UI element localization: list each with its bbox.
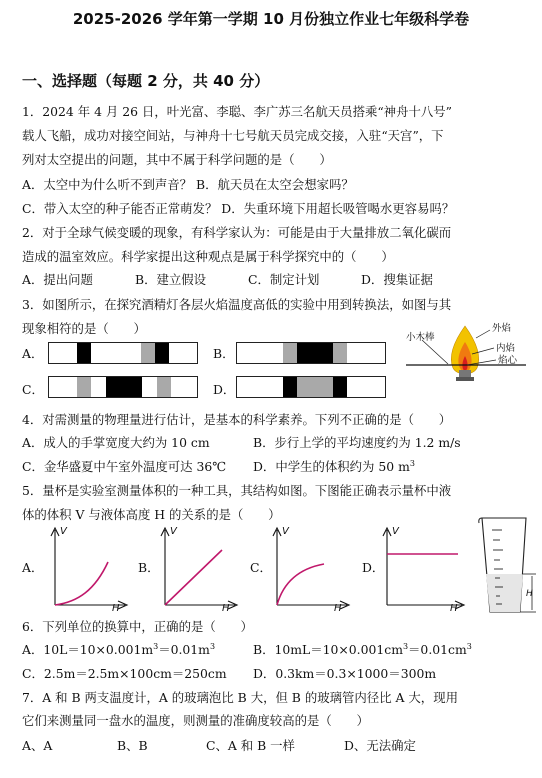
- inner-flame-label: 内焰: [496, 343, 516, 354]
- q3-line-2: 现象相符的是（ ）: [22, 321, 146, 336]
- q3-strip-a: [48, 342, 198, 364]
- outer-flame-label: 外焰: [492, 323, 512, 334]
- q7-line-2: 它们来测量同一盘水的温度，则测量的准确度较高的是（ ）: [22, 713, 369, 728]
- q6-option-b: B．$10mL=10\times 0.001cm^3=0.01cm^3$: [253, 642, 472, 657]
- q6-option-d: D．0.3km＝0.3×1000＝300m: [253, 666, 437, 681]
- flame-figure: [400, 318, 540, 398]
- q3-label-b: B．: [213, 346, 235, 361]
- svg-text:H: H: [112, 603, 120, 612]
- q1-line-3: 列对太空提出的问题，其中不属于科学问题的是（ ）: [22, 152, 332, 167]
- q5-graph-b: [150, 520, 240, 612]
- q4-option-b: B．步行上学的平均速度约为 1.2 m/s: [253, 435, 461, 450]
- q7-option-b: B、B: [117, 738, 148, 753]
- q3-label-c: C．: [22, 382, 44, 397]
- q5-graph-c: [262, 520, 352, 612]
- q5-label-d: D．: [362, 560, 385, 575]
- q5-graph-d: [372, 520, 472, 612]
- q1-options-cd: C．带入太空的种子能否正常萌发？ D．失重环境下用超长吸管喝水更容易吗？: [22, 201, 455, 216]
- q2-line-2: 造成的温室效应。科学家提出这种观点是属于科学探究中的（ ）: [22, 249, 394, 264]
- svg-text:H: H: [222, 603, 230, 612]
- svg-text:V: V: [392, 526, 399, 537]
- q2-option-c: C．制定计划: [248, 272, 320, 287]
- wick-holder-icon: [459, 370, 471, 377]
- q2-option-b: B．建立假设: [135, 272, 207, 287]
- stick-label: 小木棒: [406, 332, 435, 343]
- svg-text:V: V: [170, 526, 177, 537]
- q6-option-a: A．$10L=10\times 0.001m^3=0.01m^3$: [22, 642, 216, 657]
- q4-option-c: C．金华盛夏中午室外温度可达 36℃: [22, 459, 227, 474]
- q1-line-1: 1．2024 年 4 月 26 日，叶光富、李聪、李广苏三名航天员搭乘“神舟十八号”: [22, 104, 452, 119]
- q5-graph-a: [40, 520, 130, 612]
- q5-line-1: 5．量杯是实验室测量体积的一种工具，其结构如图。下图能正确表示量杯中液: [22, 483, 452, 498]
- q2-line-1: 2．对于全球气候变暖的现象，有科学家认为：可能是由于大量排放二氧化碳而: [22, 225, 452, 240]
- q7-option-c: C、A 和 B 一样: [206, 738, 295, 753]
- q3-strip-c: [48, 376, 198, 398]
- q1-options-ab: A．太空中为什么听不到声音？ B．航天员在太空会想家吗？: [22, 177, 354, 192]
- section-heading: 一、选择题（每题 2 分，共 40 分）: [22, 72, 270, 90]
- q3-strip-b: [236, 342, 386, 364]
- q4-option-a: A．成人的手掌宽度大约为 10 cm: [22, 435, 210, 450]
- measuring-cup-figure: [476, 512, 540, 616]
- q3-label-d: D．: [213, 382, 236, 397]
- q2-option-d: D．搜集证据: [361, 272, 433, 287]
- q3-line-1: 3．如图所示，在探究酒精灯各层火焰温度高低的实验中用到转换法，如图与其: [22, 297, 452, 312]
- q5-line-2: 体的体积 V 与液体高度 H 的关系的是（ ）: [22, 507, 281, 522]
- q6-option-c: C．2.5m＝2.5m×100cm＝250cm: [22, 666, 227, 681]
- q7-option-a: A、A: [22, 738, 53, 753]
- q6-line-1: 6．下列单位的换算中，正确的是（ ）: [22, 619, 253, 634]
- q5-label-b: B．: [138, 560, 160, 575]
- q7-option-d: D、无法确定: [344, 738, 416, 753]
- svg-text:V: V: [282, 526, 289, 537]
- q1-line-2: 载人飞船，成功对接空间站，与神舟十七号航天员完成交接，入驻“天宫”，下: [22, 128, 444, 143]
- svg-text:V: V: [60, 526, 67, 537]
- q3-strip-d: [236, 376, 386, 398]
- q2-option-a: A．提出问题: [22, 272, 93, 287]
- exam-title: 2025-2026 学年第一学期 10 月份独立作业七年级科学卷: [72, 10, 470, 28]
- flame-core-label: 焰心: [498, 355, 518, 366]
- svg-text:H: H: [526, 589, 533, 599]
- q7-line-1: 7．A 和 B 两支温度计，A 的玻璃泡比 B 大，但 B 的玻璃管内径比 A 大，现用: [22, 690, 458, 705]
- svg-text:H: H: [450, 603, 458, 612]
- q3-label-a: A．: [22, 346, 44, 361]
- q4-line-1: 4．对需测量的物理量进行估计，是基本的科学素养。下列不正确的是（ ）: [22, 412, 452, 427]
- svg-text:H: H: [334, 603, 342, 612]
- q5-label-a: A．: [22, 560, 44, 575]
- q4-option-d: D．中学生的体积约为 50 $m^3$: [253, 459, 415, 474]
- q5-label-c: C．: [250, 560, 272, 575]
